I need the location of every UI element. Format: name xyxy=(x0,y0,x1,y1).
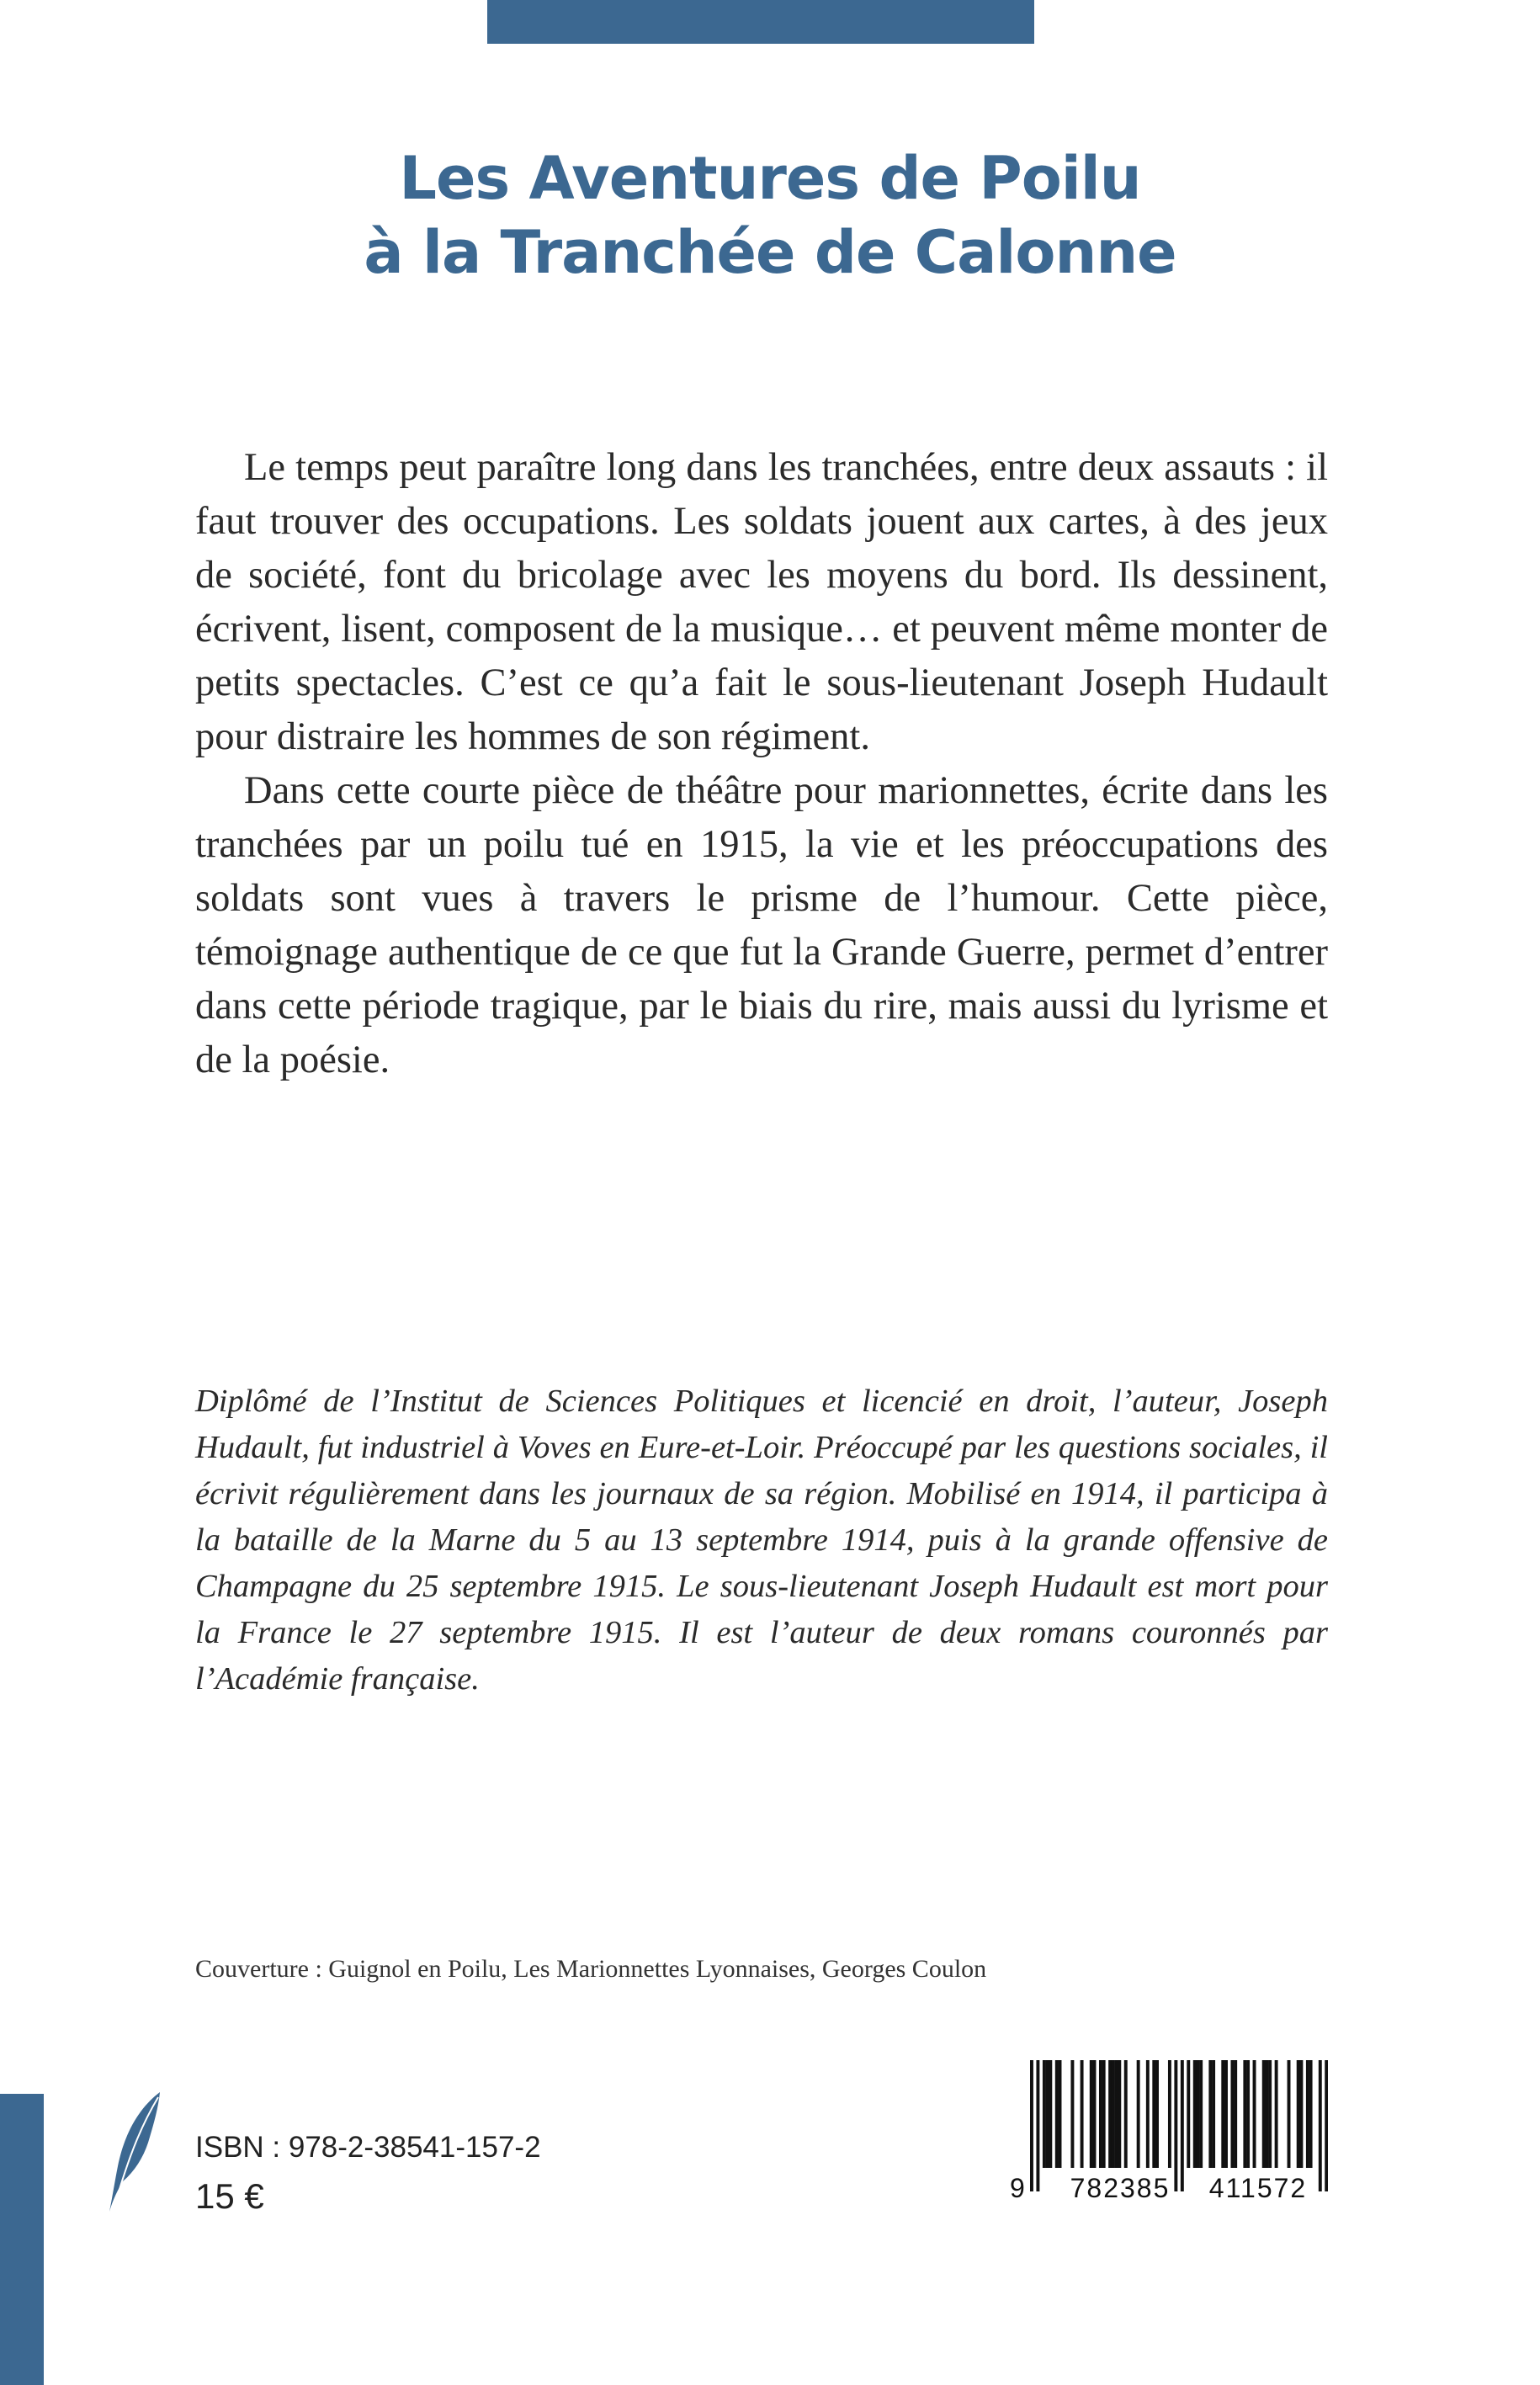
barcode-bar xyxy=(1268,2060,1272,2168)
barcode-bar xyxy=(1224,2060,1228,2168)
cover-credit: Couverture : Guignol en Poilu, Les Marionnettes Lyonnaises, Georges Coulon xyxy=(195,1955,987,1983)
barcode-bar xyxy=(1230,2060,1234,2168)
barcode-bar xyxy=(1046,2060,1049,2168)
barcode-bar xyxy=(1118,2060,1121,2168)
barcode-bar xyxy=(1093,2060,1097,2168)
barcode-bar xyxy=(1212,2060,1215,2168)
barcode-bar xyxy=(1152,2060,1155,2168)
barcode-bar xyxy=(1030,2060,1033,2191)
barcode-bar xyxy=(1081,2060,1084,2168)
barcode-bar xyxy=(1234,2060,1237,2168)
barcode-bar xyxy=(1246,2060,1250,2168)
summary-paragraph-2: Dans cette courte pièce de théâtre pour marionnettes, écrite dans les tranchées par un poilu tué en 1915, la vie et les préoccupations des soldats sont vues à travers le prisme de l’humour. Cette pièce, témoignage authentique de ce que fut la Grande Guerre, permet d’entrer dans cette période tragique, par le biais du rire, mais aussi du lyrisme et de la poésie. xyxy=(195,769,1328,1081)
price-label: 15 € xyxy=(195,2176,264,2216)
isbn-number: ISBN : 978-2-38541-157-2 xyxy=(195,2131,541,2164)
barcode-bar xyxy=(1299,2060,1303,2168)
author-biography: Diplômé de l’Institut de Sciences Politiques et licencié en droit, l’auteur, Joseph Hudault, fut industriel à Voves en Eure-et-Loir. Préoccupé par les questions sociales, il écrivit régulièrement dans les journaux de sa région. Mobilisé en 1914, il participa à la bataille de la Marne du 5 au 13 septembre 1914, puis à la grande offensive de Champagne du 25 septembre 1915. Le sous-lieutenant Joseph Hudault est mort pour la France le 27 septembre 1915. Il est l’auteur de deux romans couronnés par l’Académie française. xyxy=(195,1384,1328,1697)
barcode-bar xyxy=(1102,2060,1106,2168)
barcode-bar xyxy=(1168,2060,1171,2168)
barcode-bar xyxy=(1099,2060,1102,2168)
book-summary xyxy=(195,441,1328,1087)
barcode-bar xyxy=(1070,2060,1074,2168)
barcode-bar xyxy=(1187,2060,1190,2168)
barcode-bar xyxy=(1155,2060,1159,2168)
barcode-bar xyxy=(1055,2060,1059,2168)
barcode-bar xyxy=(1043,2060,1046,2168)
barcode-bar xyxy=(1265,2060,1268,2168)
barcode-bar xyxy=(1243,2060,1246,2168)
side-accent-bar xyxy=(0,2094,44,2385)
barcode-first-digit: 9 xyxy=(1010,2173,1025,2203)
barcode-bar xyxy=(1306,2060,1309,2168)
barcode-bar xyxy=(1221,2060,1224,2168)
book-title-line-1: Les Aventures de Poilu xyxy=(399,144,1141,213)
barcode-bar xyxy=(1124,2060,1128,2168)
barcode-bar xyxy=(1297,2060,1300,2168)
barcode-bar xyxy=(1325,2060,1328,2191)
book-title xyxy=(0,141,1540,289)
book-title-line-2: à la Tranchée de Calonne xyxy=(364,218,1176,287)
barcode-bar xyxy=(1193,2060,1197,2168)
barcode-left-digits: 782385 xyxy=(1070,2173,1171,2203)
barcode-bar xyxy=(1262,2060,1266,2168)
barcode-bar xyxy=(1253,2060,1256,2168)
barcode-bar xyxy=(1059,2060,1062,2168)
barcode-bar xyxy=(1137,2060,1140,2168)
barcode-bar xyxy=(1115,2060,1118,2168)
barcode-bar xyxy=(1112,2060,1115,2168)
feather-quill-icon xyxy=(106,2089,165,2215)
barcode-bar xyxy=(1309,2060,1313,2168)
barcode-bar xyxy=(1196,2060,1199,2168)
summary-paragraph-1: Le temps peut paraître long dans les tranchées, entre deux assauts : il faut trouver des occupations. Les soldats jouent aux cartes, à des jeux de société, font du bricolage avec les moyens du bord. Ils dessinent, écrivent, lisent, composent de la musique… et peuvent même monter de petits spectacles. C’est ce qu’a fait le sous-lieutenant Joseph Hudault pour distraire les hommes de son régiment. xyxy=(195,446,1328,758)
barcode-bar xyxy=(1108,2060,1112,2168)
barcode-bar xyxy=(1199,2060,1203,2168)
barcode-bar xyxy=(1288,2060,1291,2168)
barcode xyxy=(1006,2052,1340,2217)
top-accent-bar xyxy=(487,0,1034,44)
barcode-bar xyxy=(1146,2060,1150,2168)
barcode-right-digits: 411572 xyxy=(1208,2173,1308,2203)
barcode-bar xyxy=(1275,2060,1278,2168)
barcode-bar xyxy=(1090,2060,1093,2168)
barcode-bar xyxy=(1036,2060,1039,2191)
barcode-bar xyxy=(1208,2060,1212,2168)
barcode-bar xyxy=(1049,2060,1052,2168)
